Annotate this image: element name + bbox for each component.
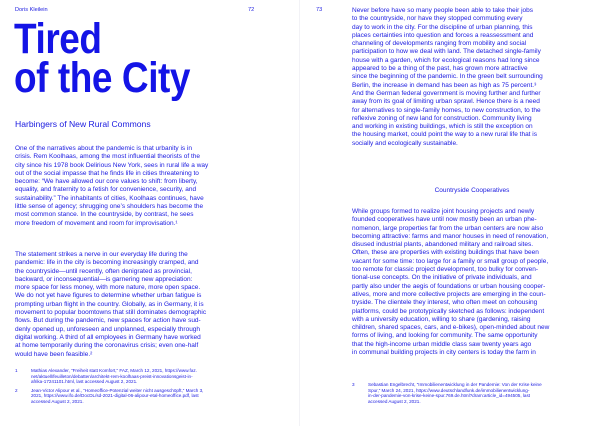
footnote xyxy=(15,388,285,405)
right-paragraph-2: While groups formed to realize joint housing projects and newly founded cooperatives have until now mostly been an urban phe- nomenon, large properties far from the urban centers are now also becoming attractive: farms and manor houses in need of renovation, disused industrial plants, abandoned military and railroad sites. Often, these are properties with existing buildings that have been vacant for some time: too large for a family or small group of people, too remote for classic project development, too bulky for conven- tional-use concepts. On the initiative of private individuals, and partly also under the aegis of foundations or urban housing cooper- atives, more and more collective projects are emerging in the coun- tryside. The clientele they interest, who often meet on cohousing platforms, could be prototypically sketched as follows: independent with a university education, willing to share (gardening, raising children, shared spaces, cars, and e-bikes), open-minded about new forms of living, and looking for community. The same opportunity that the high-income urban middle class saw twenty years ago in communal building projects in city centers is today the farm in xyxy=(352,208,550,357)
left-paragraph-1: One of the narratives about the pandemic is that urbanity is in crisis. Rem Koolhaas, among the most influential theorists of the city since his 1978 book Delirious New York, sees in rural life a way out of the social impasse that he finds life in cities threatening to become: “We have allowed our core values to shift: from liberty, equality, and fraternity to a fetish for convenience, security, and sustainability.” The inhabitants of cities, Koolhaas continues, have little sense of agency; shrugging one’s shoulders has become the most common stance. In the countryside, by contrast, he sees more freedom of movement and room for improvisation.¹ xyxy=(15,145,209,227)
chapter-title-line-1: Tired xyxy=(14,15,102,63)
left-paragraph-2: The statement strikes a nerve in our everyday life during the pandemic: life in the city is becoming increasingly cramped, and the countryside—until recently, often denigrated as provincial, backward, or inconsequential—is garnering new appreciation: more space for less money, with more nature, more open space. We do not yet have figures to determine whether urban fatigue is prompting urban flight in the country. Globally, as in Germany, it is movement to popular boomtowns that still dominates demographic flows. But during the pandemic, new spaces for action have sud- denly opened up, unforeseen and unplanned, especially through digital working. A third of all employees in Germany have worked at home temporarily during the coronavirus crisis; even one-half would have been feasible.² xyxy=(15,251,207,358)
footnote-number: 2 xyxy=(15,387,18,393)
right-paragraph-1: Never before have so many people been able to take their jobs to the countryside, nor have they stopped commuting every day to work in the city. For the discipline of urban planning, this places certainties into question and forces a reassessment and channeling of developments ranging from mobility and social participation to how we deal with land. The detached single-family house with a garden, which for ecological reasons had long since appeared to be a thing of the past, has grown more attractive since the beginning of the pandemic. In the green belt surrounding Berlin, the increase in demand has been as high as 75 percent.³ And the German federal government is moving further and further away from its goal of limiting urban sprawl. Hence there is a need for alternatives to single-family homes, to new construction, to the reflexive zoning of new land for construction. Community living and working in existing buildings, which is still the exception on the housing market, could point the way to a new rural life that is socially and ecologically sustainable. xyxy=(352,7,543,147)
chapter-title xyxy=(14,15,255,102)
page-number-right: 73 xyxy=(316,7,323,13)
footnote-number: 1 xyxy=(15,368,18,373)
chapter-title-line-2: of the City xyxy=(14,54,191,102)
left-footnotes xyxy=(15,368,285,408)
section-heading: Countryside Cooperatives xyxy=(434,187,510,194)
page-number-left: 72 xyxy=(248,7,255,13)
footnote-text: Jean-Victor Alipour et al., “Homeoffice-Potenzial weiter nicht ausgeschöpft,” March 3, 2021, https://www.ifo.de/DocDL/sd-2021-digital-06-alipour-etal-homeoffice.pdf, last accessed August 2, 2021. xyxy=(31,387,204,404)
footnote xyxy=(352,382,592,404)
right-page xyxy=(300,0,600,426)
chapter-subtitle: Harbingers of New Rural Commons xyxy=(15,119,151,129)
footnote-text: Sebastian Engelbrecht, “Immobilienentwicklung in der Pandemie: Von der Krise keine Spur,” March 24, 2021, https://www.deutschlandfunk.de/immobilienentwicklung- in-der-pandemie-von-krise-keine-spur.769.de.html?dram:article_id=494505, last accessed August 2, 2021. xyxy=(368,382,542,404)
right-footnotes xyxy=(352,382,592,407)
footnote-text: Mathias Alexander, “Freiheit statt Komfort,” FAZ, March 12, 2021, https://www.faz. net/aktuell/feuilleton/debatten/architekt-rem-koolhaas-preist-innovationsgeist-in- afrika-17241101.html, last accessed August 2, 2021. xyxy=(31,368,197,385)
running-head-author: Doris Kleilein xyxy=(15,7,48,13)
footnote xyxy=(15,368,285,385)
footnote-number: 3 xyxy=(352,382,355,387)
